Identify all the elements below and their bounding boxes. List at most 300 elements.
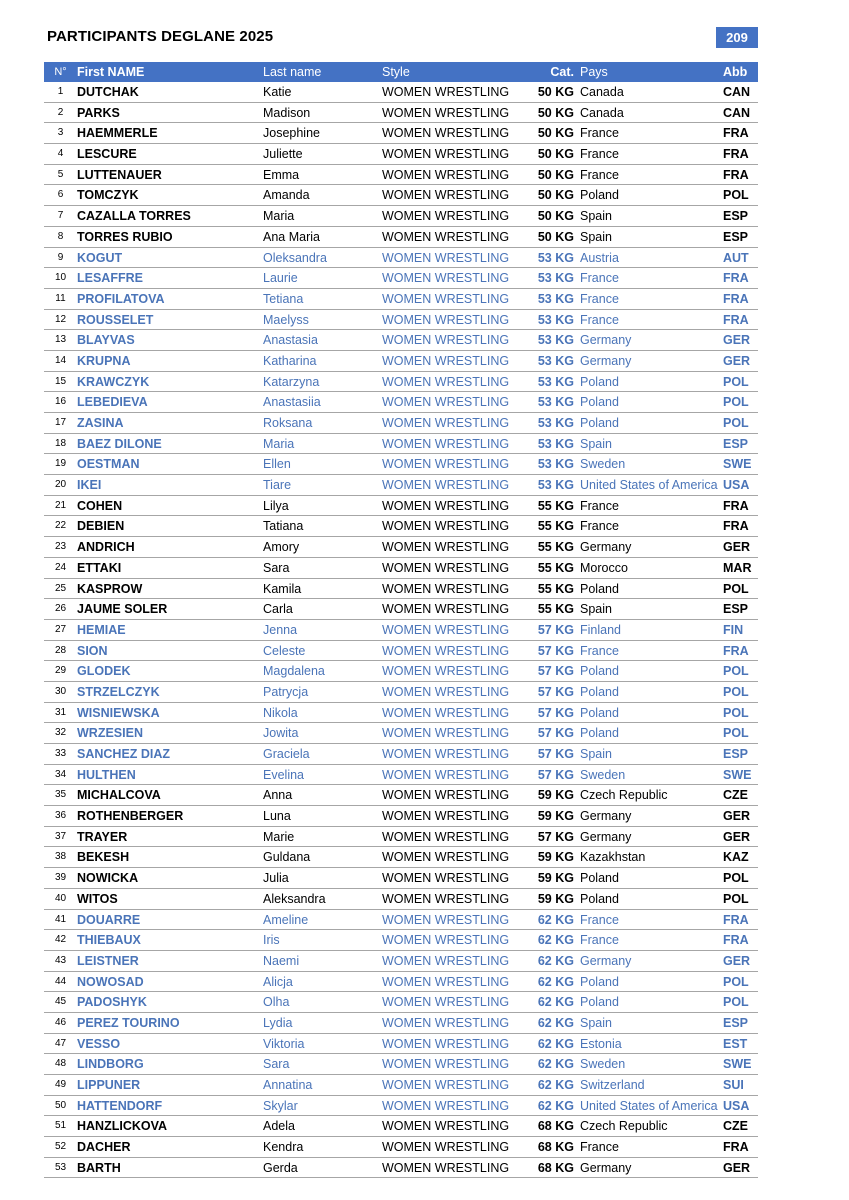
- cell-category: 50 KG: [537, 188, 574, 203]
- cell-number: 36: [54, 810, 67, 822]
- cell-last-name: Sara: [263, 1057, 290, 1072]
- cell-number: 51: [54, 1120, 67, 1132]
- cell-first-name: DUTCHAK: [77, 85, 139, 99]
- cell-abbreviation: GER: [723, 829, 751, 844]
- cell-style: WOMEN WRESTLING: [382, 291, 510, 306]
- cell-style: WOMEN WRESTLING: [382, 622, 510, 637]
- cell-number: 17: [54, 417, 67, 428]
- cell-country: Germany: [580, 829, 632, 844]
- cell-category: 53 KG: [537, 353, 574, 368]
- cell-abbreviation: POL: [723, 374, 749, 389]
- table-row: [44, 579, 758, 600]
- cell-last-name: Celeste: [263, 643, 306, 658]
- cell-country: France: [580, 1140, 619, 1155]
- cell-style: WOMEN WRESTLING: [382, 167, 510, 182]
- cell-number: 22: [54, 520, 67, 532]
- table-row: [44, 951, 758, 972]
- cell-number: 2: [57, 106, 64, 118]
- cell-last-name: Roksana: [263, 416, 313, 430]
- cell-style: WOMEN WRESTLING: [382, 1160, 510, 1175]
- table-row: [44, 992, 758, 1013]
- cell-country: France: [580, 291, 619, 306]
- table-row: [44, 206, 758, 227]
- cell-style: WOMEN WRESTLING: [382, 933, 510, 948]
- cell-number: 47: [54, 1037, 67, 1049]
- cell-style: WOMEN WRESTLING: [382, 1036, 510, 1051]
- cell-last-name: Amanda: [263, 188, 310, 203]
- cell-last-name: Graciela: [263, 747, 310, 761]
- cell-category: 57 KG: [537, 829, 574, 844]
- cell-first-name: PROFILATOVA: [77, 291, 165, 306]
- cell-first-name: DEBIEN: [77, 519, 125, 534]
- cell-category: 59 KG: [537, 788, 574, 803]
- cell-country: Poland: [580, 664, 619, 679]
- cell-abbreviation: FRA: [723, 912, 749, 927]
- cell-style: WOMEN WRESTLING: [382, 519, 510, 534]
- table-row: [44, 310, 758, 331]
- cell-category: 59 KG: [537, 891, 574, 906]
- cell-first-name: CAZALLA TORRES: [77, 209, 191, 224]
- cell-style: WOMEN WRESTLING: [382, 995, 510, 1010]
- table-row: [44, 496, 758, 517]
- cell-style: WOMEN WRESTLING: [382, 581, 510, 596]
- table-row: [44, 103, 758, 124]
- cell-style: WOMEN WRESTLING: [382, 1140, 510, 1155]
- cell-first-name: NOWOSAD: [77, 974, 144, 989]
- cell-last-name: Ana Maria: [263, 229, 320, 244]
- cell-abbreviation: POL: [723, 684, 749, 699]
- cell-number: 6: [57, 189, 64, 201]
- cell-country: Spain: [580, 602, 612, 617]
- cell-category: 53 KG: [537, 457, 574, 472]
- cell-last-name: Naemi: [263, 953, 300, 968]
- cell-style: WOMEN WRESTLING: [382, 1119, 510, 1134]
- cell-last-name: Tatiana: [263, 519, 304, 534]
- cell-style: WOMEN WRESTLING: [382, 1098, 510, 1113]
- cell-number: 15: [54, 375, 67, 387]
- cell-first-name: THIEBAUX: [77, 933, 141, 948]
- cell-country: Germany: [580, 1160, 632, 1175]
- cell-last-name: Adela: [263, 1119, 295, 1134]
- cell-last-name: Gerda: [263, 1160, 298, 1175]
- cell-last-name: Carla: [263, 602, 293, 617]
- cell-category: 68 KG: [537, 1140, 574, 1155]
- cell-number: 10: [54, 272, 67, 284]
- cell-country: France: [580, 126, 619, 141]
- cell-first-name: VESSO: [77, 1036, 121, 1051]
- table-row: [44, 392, 758, 413]
- cell-abbreviation: MAR: [723, 560, 752, 575]
- cell-last-name: Katharina: [263, 353, 317, 368]
- cell-number: 14: [54, 354, 67, 366]
- cell-country: France: [580, 147, 619, 162]
- cell-last-name: Guldana: [263, 850, 311, 865]
- cell-last-name: Iris: [263, 933, 280, 948]
- cell-first-name: WRZESIEN: [77, 726, 143, 741]
- cell-first-name: OESTMAN: [77, 457, 140, 472]
- table-row: [44, 454, 758, 475]
- cell-first-name: BLAYVAS: [77, 333, 135, 348]
- cell-category: 53 KG: [537, 250, 574, 265]
- cell-first-name: ANDRICH: [77, 540, 135, 555]
- table-row: [44, 847, 758, 868]
- table-body: [44, 82, 758, 1178]
- cell-number: 1: [57, 86, 64, 97]
- cell-style: WOMEN WRESTLING: [382, 436, 510, 451]
- participants-table: [44, 62, 758, 1178]
- cell-category: 57 KG: [537, 726, 574, 741]
- cell-abbreviation: FRA: [723, 167, 749, 182]
- cell-first-name: HATTENDORF: [77, 1098, 163, 1113]
- cell-category: 59 KG: [537, 850, 574, 865]
- cell-country: United States of America: [580, 478, 718, 493]
- cell-abbreviation: POL: [723, 664, 749, 679]
- cell-last-name: Skylar: [263, 1098, 298, 1113]
- cell-abbreviation: POL: [723, 726, 749, 741]
- cell-country: Spain: [580, 1015, 612, 1030]
- cell-abbreviation: FRA: [723, 933, 749, 948]
- cell-abbreviation: GER: [723, 353, 751, 368]
- table-row: [44, 744, 758, 765]
- cell-number: 32: [54, 727, 67, 739]
- cell-first-name: JAUME SOLER: [77, 602, 168, 617]
- cell-number: 45: [54, 996, 67, 1008]
- cell-number: 49: [54, 1079, 67, 1090]
- cell-country: Kazakhstan: [580, 850, 646, 865]
- cell-abbreviation: USA: [723, 1098, 750, 1113]
- cell-abbreviation: POL: [723, 871, 749, 886]
- cell-first-name: WISNIEWSKA: [77, 705, 160, 720]
- cell-category: 62 KG: [537, 1098, 574, 1113]
- cell-number: 24: [54, 561, 67, 573]
- cell-abbreviation: POL: [723, 705, 749, 720]
- cell-last-name: Josephine: [263, 126, 320, 141]
- header-category: Cat.: [550, 65, 574, 79]
- table-row: [44, 889, 758, 910]
- cell-country: Poland: [580, 395, 619, 410]
- cell-style: WOMEN WRESTLING: [382, 767, 510, 782]
- table-row: [44, 123, 758, 144]
- cell-last-name: Magdalena: [263, 664, 325, 679]
- cell-category: 62 KG: [537, 974, 574, 989]
- table-row: [44, 620, 758, 641]
- cell-category: 62 KG: [537, 933, 574, 948]
- cell-number: 18: [54, 437, 67, 449]
- cell-style: WOMEN WRESTLING: [382, 333, 510, 348]
- header-style: Style: [382, 65, 410, 79]
- header-first-name: First NAME: [77, 65, 145, 79]
- cell-last-name: Sara: [263, 560, 290, 575]
- cell-last-name: Madison: [263, 105, 311, 120]
- cell-first-name: TRAYER: [77, 829, 128, 844]
- cell-number: 16: [54, 396, 67, 408]
- cell-country: Finland: [580, 622, 621, 637]
- cell-first-name: PEREZ TOURINO: [77, 1015, 180, 1030]
- table-row: [44, 289, 758, 310]
- table-header: [44, 62, 758, 82]
- table-row: [44, 248, 758, 269]
- cell-style: WOMEN WRESTLING: [382, 498, 510, 513]
- table-row: [44, 910, 758, 931]
- cell-country: Spain: [580, 747, 612, 761]
- table-row: [44, 268, 758, 289]
- cell-category: 50 KG: [537, 147, 574, 162]
- page-title: PARTICIPANTS DEGLANE 2025: [47, 28, 274, 45]
- table-row: [44, 682, 758, 703]
- cell-country: Sweden: [580, 767, 626, 782]
- page-number-badge: 209: [716, 27, 758, 48]
- cell-first-name: KRUPNA: [77, 353, 131, 368]
- cell-abbreviation: CAN: [723, 85, 751, 99]
- cell-number: 26: [54, 603, 67, 615]
- cell-number: 48: [54, 1058, 67, 1070]
- cell-number: 12: [54, 313, 67, 325]
- cell-first-name: LEBEDIEVA: [77, 395, 148, 410]
- cell-abbreviation: ESP: [723, 1015, 749, 1030]
- cell-country: Germany: [580, 333, 632, 348]
- table-row: [44, 1096, 758, 1117]
- table-row: [44, 516, 758, 537]
- cell-first-name: LIPPUNER: [77, 1078, 141, 1092]
- table-row: [44, 723, 758, 744]
- cell-category: 55 KG: [537, 540, 574, 555]
- cell-style: WOMEN WRESTLING: [382, 1078, 510, 1092]
- cell-country: Poland: [580, 684, 619, 699]
- cell-category: 62 KG: [537, 1057, 574, 1072]
- cell-category: 53 KG: [537, 291, 574, 306]
- cell-last-name: Juliette: [263, 147, 303, 162]
- cell-category: 57 KG: [537, 643, 574, 658]
- cell-style: WOMEN WRESTLING: [382, 788, 510, 803]
- cell-country: Poland: [580, 581, 619, 596]
- cell-number: 53: [54, 1161, 67, 1173]
- cell-category: 62 KG: [537, 1078, 574, 1092]
- cell-style: WOMEN WRESTLING: [382, 809, 510, 824]
- cell-first-name: SANCHEZ DIAZ: [77, 747, 171, 761]
- cell-style: WOMEN WRESTLING: [382, 271, 510, 286]
- cell-abbreviation: FRA: [723, 643, 749, 658]
- cell-category: 55 KG: [537, 519, 574, 534]
- cell-style: WOMEN WRESTLING: [382, 726, 510, 741]
- cell-first-name: MICHALCOVA: [77, 788, 161, 803]
- cell-first-name: WITOS: [77, 891, 118, 906]
- cell-abbreviation: ESP: [723, 602, 749, 617]
- cell-number: 31: [54, 706, 67, 718]
- cell-number: 4: [57, 148, 64, 160]
- cell-style: WOMEN WRESTLING: [382, 705, 510, 720]
- cell-last-name: Ellen: [263, 457, 291, 472]
- cell-category: 68 KG: [537, 1119, 574, 1134]
- cell-number: 7: [57, 210, 64, 222]
- table-row: [44, 330, 758, 351]
- cell-style: WOMEN WRESTLING: [382, 85, 510, 99]
- cell-first-name: BEKESH: [77, 850, 130, 865]
- cell-first-name: KOGUT: [77, 250, 123, 265]
- cell-abbreviation: POL: [723, 974, 749, 989]
- cell-category: 57 KG: [537, 664, 574, 679]
- cell-style: WOMEN WRESTLING: [382, 747, 510, 761]
- cell-country: France: [580, 498, 619, 513]
- cell-last-name: Katie: [263, 85, 292, 99]
- cell-last-name: Kendra: [263, 1140, 304, 1155]
- cell-last-name: Lydia: [263, 1015, 293, 1030]
- cell-last-name: Viktoria: [263, 1036, 305, 1051]
- cell-abbreviation: SWE: [723, 767, 752, 782]
- cell-style: WOMEN WRESTLING: [382, 188, 510, 203]
- cell-category: 57 KG: [537, 622, 574, 637]
- cell-country: France: [580, 312, 619, 327]
- table-row: [44, 558, 758, 579]
- cell-first-name: LEISTNER: [77, 953, 139, 968]
- cell-category: 62 KG: [537, 953, 574, 968]
- cell-first-name: TORRES RUBIO: [77, 229, 173, 244]
- cell-first-name: NOWICKA: [77, 871, 139, 886]
- cell-category: 50 KG: [537, 167, 574, 182]
- cell-abbreviation: POL: [723, 581, 749, 596]
- cell-country: Canada: [580, 85, 624, 99]
- cell-country: Austria: [580, 250, 619, 265]
- cell-style: WOMEN WRESTLING: [382, 560, 510, 575]
- cell-last-name: Maria: [263, 209, 295, 224]
- table-row: [44, 537, 758, 558]
- cell-number: 50: [54, 1099, 67, 1111]
- table-row: [44, 972, 758, 993]
- cell-first-name: DACHER: [77, 1140, 131, 1155]
- cell-country: Sweden: [580, 1057, 626, 1072]
- table-row: [44, 413, 758, 434]
- table-row: [44, 599, 758, 620]
- cell-first-name: LUTTENAUER: [77, 167, 162, 182]
- cell-abbreviation: FRA: [723, 498, 749, 513]
- cell-category: 50 KG: [537, 105, 574, 120]
- cell-first-name: LESCURE: [77, 147, 137, 162]
- cell-category: 62 KG: [537, 1036, 574, 1051]
- table-row: [44, 661, 758, 682]
- cell-style: WOMEN WRESTLING: [382, 643, 510, 658]
- cell-abbreviation: FRA: [723, 312, 749, 327]
- cell-last-name: Kamila: [263, 581, 302, 596]
- cell-first-name: LESAFFRE: [77, 271, 143, 286]
- cell-category: 55 KG: [537, 602, 574, 617]
- cell-first-name: HULTHEN: [77, 767, 136, 782]
- cell-first-name: ROUSSELET: [77, 312, 154, 327]
- cell-category: 53 KG: [537, 478, 574, 493]
- cell-country: Estonia: [580, 1036, 622, 1051]
- header-abbreviation: Abb: [723, 65, 748, 79]
- table-row: [44, 868, 758, 889]
- table-row: [44, 351, 758, 372]
- cell-number: 39: [54, 872, 67, 884]
- cell-abbreviation: FRA: [723, 1140, 749, 1155]
- cell-last-name: Luna: [263, 809, 291, 824]
- cell-last-name: Annatina: [263, 1078, 313, 1092]
- cell-abbreviation: ESP: [723, 747, 749, 761]
- cell-abbreviation: FRA: [723, 147, 749, 162]
- cell-number: 34: [54, 768, 67, 780]
- cell-number: 28: [54, 644, 67, 656]
- cell-abbreviation: FRA: [723, 519, 749, 534]
- cell-category: 62 KG: [537, 912, 574, 927]
- cell-category: 50 KG: [537, 229, 574, 244]
- cell-abbreviation: FRA: [723, 126, 749, 141]
- cell-number: 40: [54, 892, 67, 904]
- cell-first-name: SION: [77, 643, 108, 658]
- cell-abbreviation: CAN: [723, 105, 751, 120]
- cell-number: 25: [54, 582, 67, 594]
- cell-abbreviation: SUI: [723, 1078, 744, 1092]
- cell-country: Germany: [580, 540, 632, 555]
- cell-number: 38: [54, 851, 67, 863]
- table-row: [44, 1034, 758, 1055]
- cell-category: 53 KG: [537, 416, 574, 430]
- cell-style: WOMEN WRESTLING: [382, 126, 510, 141]
- cell-abbreviation: FRA: [723, 291, 749, 306]
- cell-number: 33: [54, 748, 67, 759]
- cell-country: Poland: [580, 374, 619, 389]
- table-row: [44, 434, 758, 455]
- cell-first-name: ZASINA: [77, 416, 124, 430]
- cell-abbreviation: EST: [723, 1036, 748, 1051]
- cell-country: Spain: [580, 209, 612, 224]
- cell-first-name: BARTH: [77, 1160, 121, 1175]
- cell-last-name: Maelyss: [263, 312, 309, 327]
- cell-last-name: Anastasiia: [263, 395, 321, 410]
- cell-number: 21: [54, 499, 67, 511]
- cell-style: WOMEN WRESTLING: [382, 602, 510, 617]
- cell-category: 53 KG: [537, 395, 574, 410]
- cell-style: WOMEN WRESTLING: [382, 457, 510, 472]
- cell-country: France: [580, 271, 619, 286]
- cell-country: Germany: [580, 353, 632, 368]
- cell-last-name: Marie: [263, 829, 295, 844]
- cell-last-name: Julia: [263, 871, 289, 886]
- table-row: [44, 1158, 758, 1179]
- cell-first-name: BAEZ DILONE: [77, 436, 162, 451]
- cell-first-name: ETTAKI: [77, 560, 122, 575]
- table-row: [44, 1116, 758, 1137]
- cell-last-name: Evelina: [263, 767, 304, 782]
- cell-style: WOMEN WRESTLING: [382, 478, 510, 493]
- cell-number: 46: [54, 1016, 67, 1028]
- cell-category: 50 KG: [537, 85, 574, 99]
- cell-style: WOMEN WRESTLING: [382, 209, 510, 224]
- cell-abbreviation: GER: [723, 809, 751, 824]
- cell-abbreviation: ESP: [723, 229, 749, 244]
- cell-number: 37: [54, 830, 67, 842]
- cell-country: Poland: [580, 705, 619, 720]
- cell-category: 62 KG: [537, 1015, 574, 1030]
- cell-style: WOMEN WRESTLING: [382, 850, 510, 865]
- cell-first-name: KASPROW: [77, 581, 143, 596]
- table-row: [44, 165, 758, 186]
- cell-number: 20: [54, 479, 67, 491]
- cell-first-name: PARKS: [77, 105, 120, 120]
- cell-first-name: GLODEK: [77, 664, 131, 679]
- cell-country: Poland: [580, 995, 619, 1010]
- cell-first-name: LINDBORG: [77, 1057, 144, 1072]
- cell-last-name: Jowita: [263, 726, 299, 741]
- cell-category: 55 KG: [537, 498, 574, 513]
- cell-category: 50 KG: [537, 126, 574, 141]
- table-row: [44, 1075, 758, 1096]
- table-row: [44, 930, 758, 951]
- cell-number: 3: [57, 127, 64, 139]
- cell-first-name: KRAWCZYK: [77, 374, 150, 389]
- cell-country: Germany: [580, 809, 632, 824]
- cell-style: WOMEN WRESTLING: [382, 353, 510, 368]
- cell-last-name: Amory: [263, 540, 300, 555]
- cell-abbreviation: GER: [723, 333, 751, 348]
